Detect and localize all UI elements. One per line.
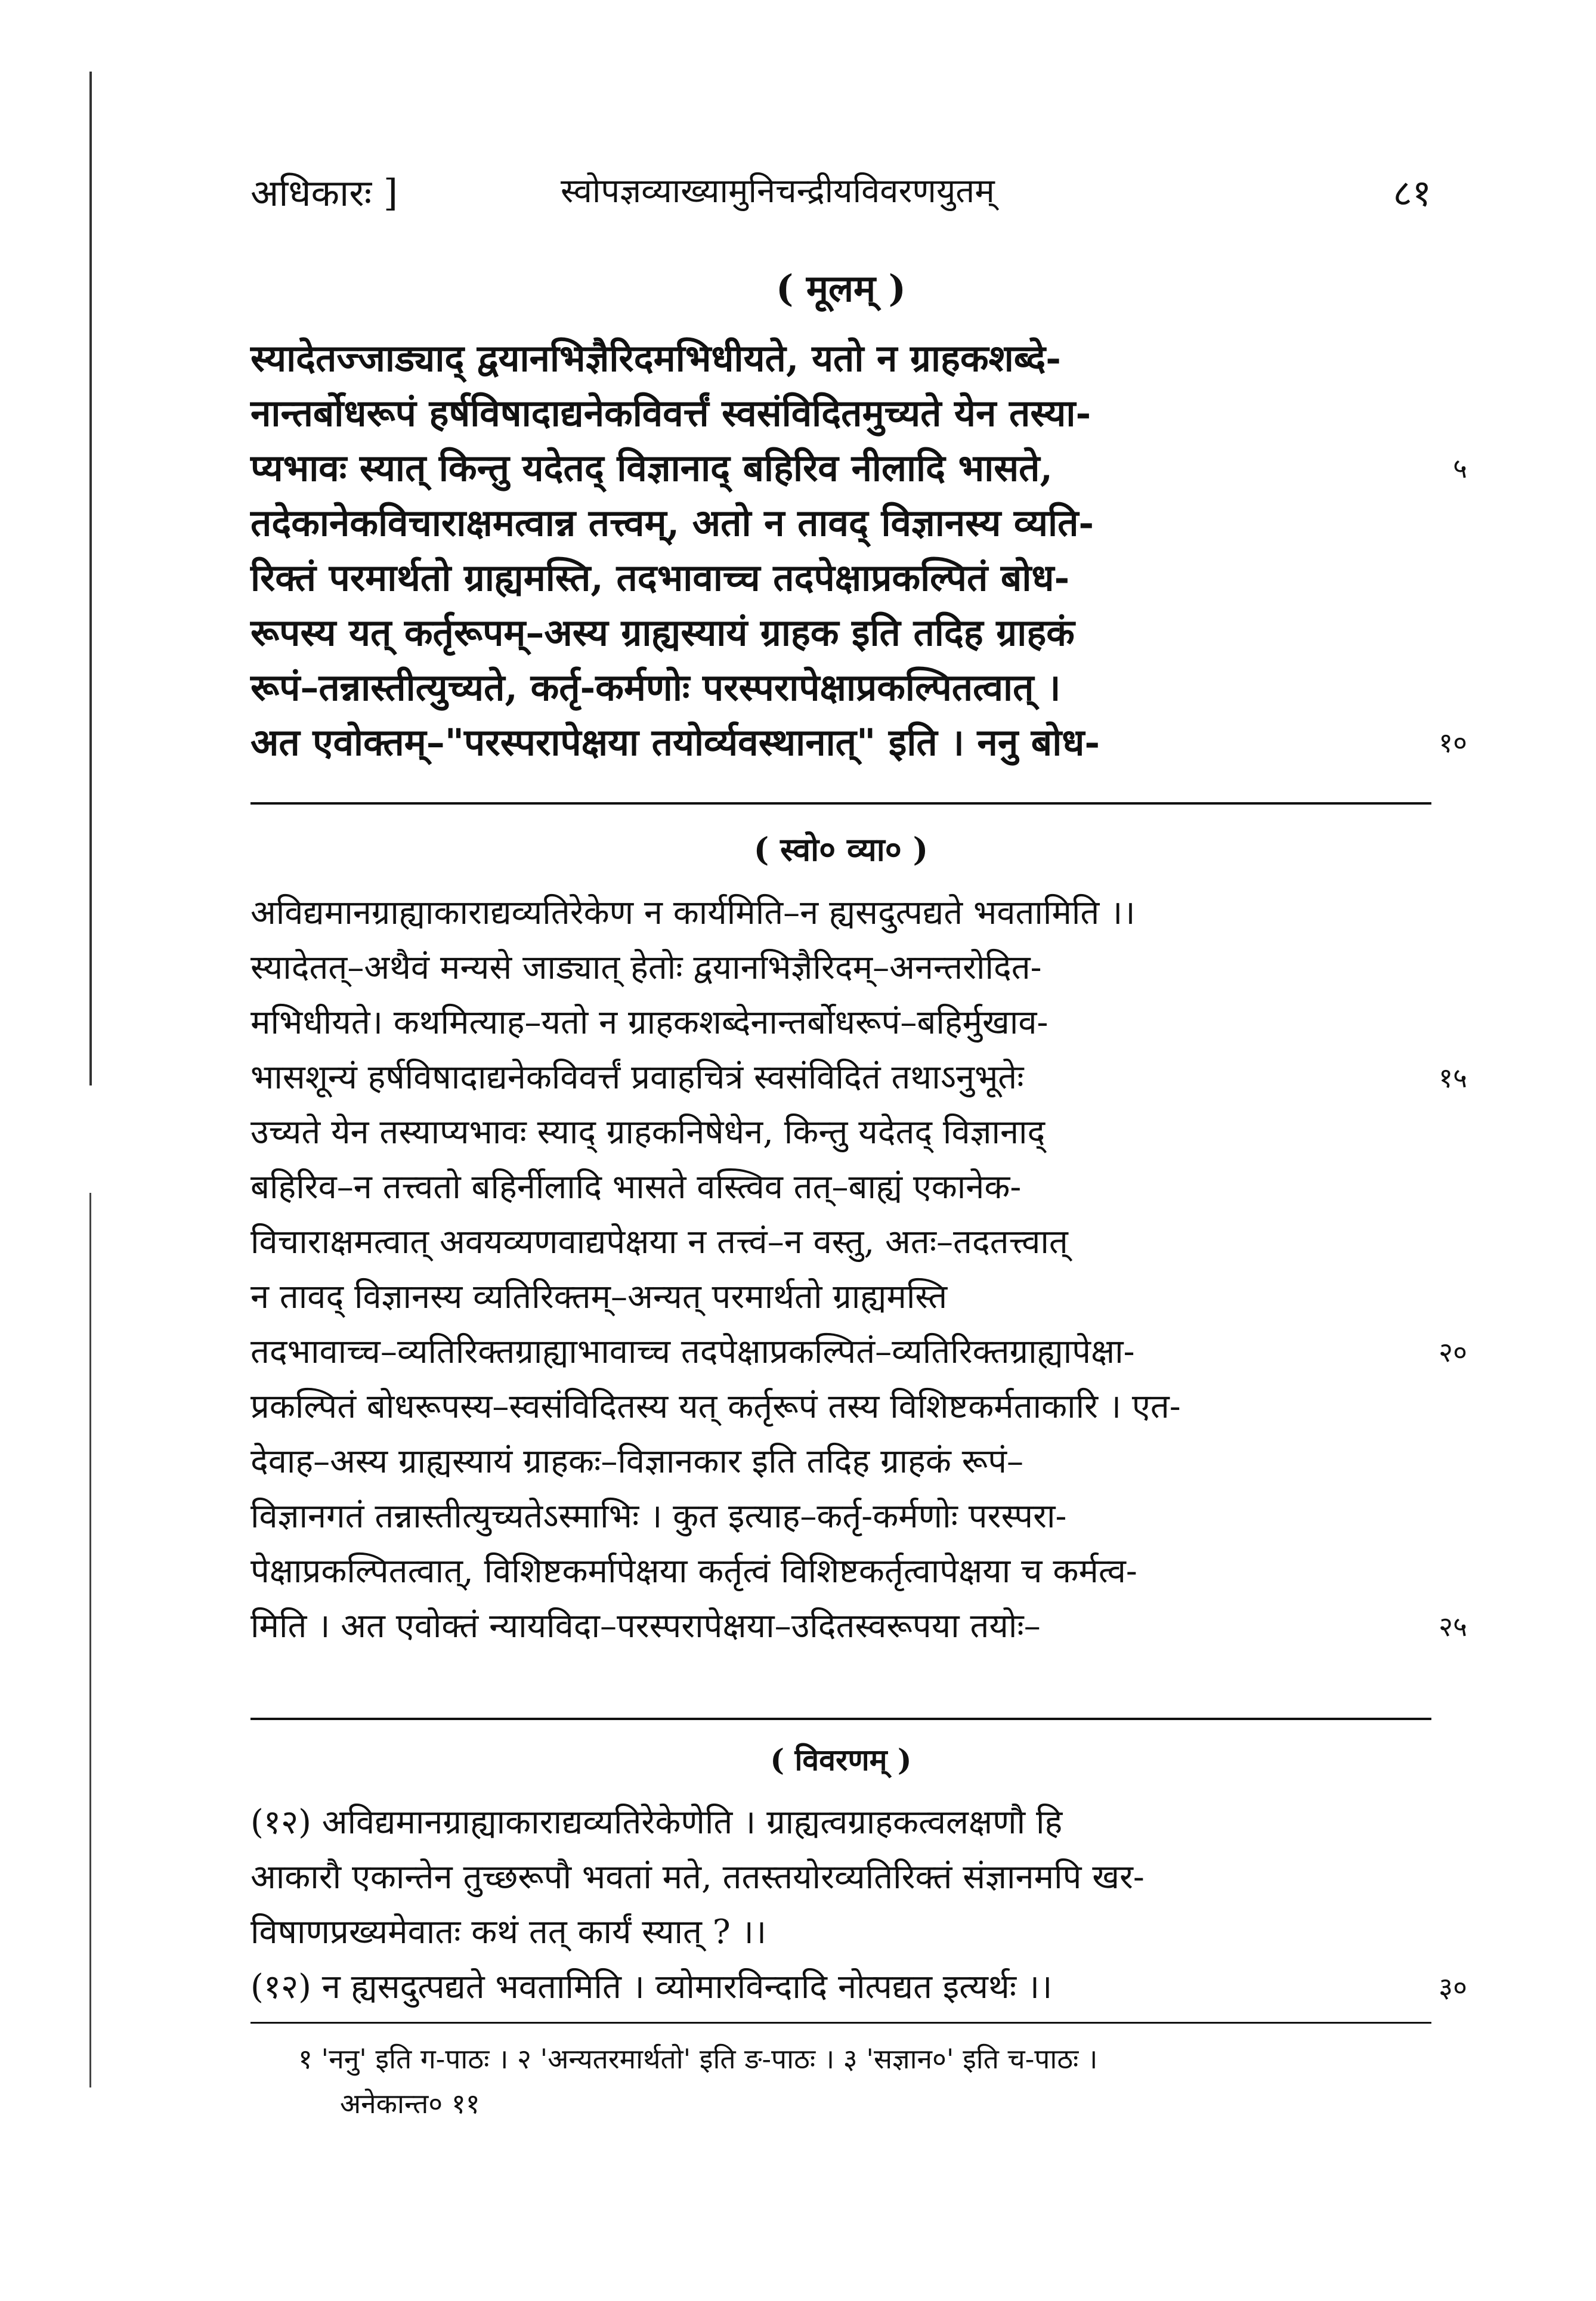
commentary-line (250, 1544, 1431, 1599)
commentary-line (250, 1105, 1431, 1160)
commentary-line (250, 886, 1431, 941)
line-text: तदेकानेकविचाराक्षमत्वान्न तत्त्वम्, अतो न तावद् विज्ञानस्य व्यति- (250, 501, 1094, 545)
line-text: रिक्तं परमार्थतो ग्राह्यमस्ति, तदभावाच्च तदपेक्षाप्रकल्पितं बोध- (250, 556, 1070, 599)
section-divider-2 (250, 1718, 1431, 1720)
line-text: विज्ञानगतं तन्नास्तीत्युच्यतेऽस्माभिः । कुत इत्याह–कर्तृ-कर्मणोः परस्परा- (250, 1497, 1067, 1536)
line-text: मभिधीयते। कथमित्याह–यतो न ग्राहकशब्देनान्तर्बोधरूपं–बहिर्मुखाव- (250, 1003, 1048, 1042)
line-text: प्यभावः स्यात् किन्तु यदेतद् विज्ञानाद् बहिरिव नीलादि भासते, (250, 446, 1053, 490)
vivaranam-line (250, 1795, 1431, 1850)
commentary-line (250, 1270, 1431, 1325)
line-number: २५ (1439, 1610, 1467, 1643)
mulam-line (250, 605, 1431, 660)
line-text: अत एवोक्तम्–"परस्परापेक्षया तयोर्व्यवस्थानात्" इति । ननु बोध- (250, 720, 1100, 764)
mulam-line (250, 715, 1467, 770)
line-text: मिति । अत एवोक्तं न्यायविदा–परस्परापेक्षया–उदितस्वरूपया तयोः– (250, 1607, 1041, 1646)
running-header (250, 167, 1431, 227)
line-text: नान्तर्बोधरूपं हर्षविषादाद्यनेकविवर्त्तं स्वसंविदितमुच्यते येन तस्या- (250, 391, 1091, 435)
signature-mark: अनेकान्त० ११ (340, 2087, 480, 2120)
line-number: १० (1439, 726, 1467, 759)
line-number: २० (1439, 1336, 1467, 1368)
section-divider (250, 802, 1431, 805)
line-text: प्रकल्पितं बोधरूपस्य–स्वसंविदितस्य यत् कर्तृरूपं तस्य विशिष्टकर्मताकारि । एत- (250, 1387, 1181, 1426)
line-text: रूपस्य यत् कर्तृरूपम्–अस्य ग्राह्यस्यायं ग्राहक इति तदिह ग्राहकं (250, 611, 1075, 654)
commentary-line (250, 1434, 1431, 1489)
line-text: भासशून्यं हर्षविषादाद्यनेकविवर्त्तं प्रवाहचित्रं स्वसंविदितं तथाऽनुभूतेः (250, 1058, 1024, 1097)
page-number: ८१ (1393, 171, 1431, 215)
header-chapter: अधिकारः ] (250, 171, 398, 215)
commentary-line (250, 995, 1431, 1050)
commentary-line (250, 1380, 1431, 1434)
page-edge-line (89, 72, 92, 1085)
line-text: आकारौ एकान्तेन तुच्छरूपौ भवतां मते, ततस्तयोरव्यतिरिक्तं संज्ञानमपि खर- (250, 1858, 1145, 1897)
line-text: (१२) न ह्यसदुत्पद्यते भवतामिति । व्योमारविन्दादि नोत्पद्यत इत्यर्थः ।। (250, 1968, 1053, 2006)
vivaranam-line (250, 1960, 1467, 2015)
line-text: तदभावाच्च–व्यतिरिक्तग्राह्याभावाच्च तदपेक्षाप्रकल्पितं–व्यतिरिक्तग्राह्यापेक्षा- (250, 1332, 1135, 1371)
commentary-line (250, 1489, 1431, 1544)
mulam-line (250, 441, 1467, 496)
line-text: स्यादेतत्–अथैवं मन्यसे जाड्यात् हेतोः द्वयानभिज्ञैरिदम्–अनन्तरोदित- (250, 948, 1042, 987)
footnote-variants: १ 'ननु' इति ग-पाठः । २ 'अन्यतरमार्थतो' इति ङ-पाठः । ३ 'सज्ञान०' इति च-पाठः । (298, 2043, 1098, 2075)
line-text: विषाणप्रख्यमेवातः कथं तत् कार्यं स्यात् ? ।। (250, 1913, 767, 1951)
line-text: न तावद् विज्ञानस्य व्यतिरिक्तम्–अन्यत् परमार्थतो ग्राह्यमस्ति (250, 1278, 948, 1316)
mulam-text (250, 331, 1467, 770)
line-text: देवाह–अस्य ग्राह्यस्यायं ग्राहकः–विज्ञानकार इति तदिह ग्राहकं रूपं– (250, 1442, 1024, 1481)
line-text: रूपं–तन्नास्तीत्युच्यते, कर्तृ-कर्मणोः परस्परापेक्षाप्रकल्पितत्वात् । (250, 666, 1061, 709)
line-text: विचाराक्षमत्वात् अवयव्यणवाद्यपेक्षया न तत्त्वं–न वस्तु, अतः–तदतत्त्वात् (250, 1223, 1068, 1261)
line-text: पेक्षाप्रकल्पितत्वात्, विशिष्टकर्मापेक्षया कर्तृत्वं विशिष्टकर्तृत्वापेक्षया च कर्मत्व- (250, 1552, 1137, 1591)
line-text: उच्यते येन तस्याप्यभावः स्याद् ग्राहकनिषेधेन, किन्तु यदेतद् विज्ञानाद् (250, 1113, 1046, 1152)
line-text: (१२) अविद्यमानग्राह्याकाराद्यव्यतिरेकेणेति । ग्राह्यत्वग्राहकत्वलक्षणौ हि (250, 1803, 1063, 1842)
page-edge-line-lower (89, 1193, 91, 2087)
header-title: स्वोपज्ञव्याख्यामुनिचन्द्रीयविवरणयुतम् (561, 172, 995, 211)
commentary-line (250, 941, 1431, 995)
section-heading-vivaranam: ( विवरणम् ) (770, 1742, 912, 1777)
line-text: अविद्यमानग्राह्याकाराद्यव्यतिरेकेण न कार्यमिति–न ह्यसदुत्पद्यते भवतामिति ।। (250, 893, 1136, 932)
commentary-text (250, 886, 1467, 1654)
line-number: ५ (1453, 452, 1467, 484)
mulam-line (250, 496, 1431, 550)
commentary-line (250, 1215, 1431, 1270)
line-text: स्यादेतज्जाड्याद् द्वयानभिज्ञैरिदमभिधीयते, यतो न ग्राहकशब्दे- (250, 336, 1062, 380)
section-heading-mulam: ( मूलम् ) (775, 267, 907, 310)
vivaranam-text (250, 1795, 1467, 2015)
vivaranam-line (250, 1905, 1431, 1960)
mulam-line (250, 550, 1431, 605)
book-page (250, 0, 1467, 2301)
commentary-line (250, 1325, 1467, 1380)
line-number: ३० (1439, 1971, 1467, 2003)
commentary-line (250, 1050, 1467, 1105)
vivaranam-line (250, 1850, 1431, 1905)
footnote-divider (250, 2022, 1431, 2024)
mulam-line (250, 331, 1431, 386)
line-text: बहिरिव–न तत्त्वतो बहिर्नीलादि भासते वस्त्विव तत्–बाह्यं एकानेक- (250, 1168, 1022, 1207)
mulam-line (250, 660, 1431, 715)
commentary-line (250, 1160, 1431, 1215)
mulam-line (250, 386, 1431, 441)
commentary-line (250, 1599, 1467, 1654)
section-heading-svopajna: ( स्वो० व्या० ) (753, 830, 929, 868)
line-number: १५ (1439, 1062, 1467, 1094)
